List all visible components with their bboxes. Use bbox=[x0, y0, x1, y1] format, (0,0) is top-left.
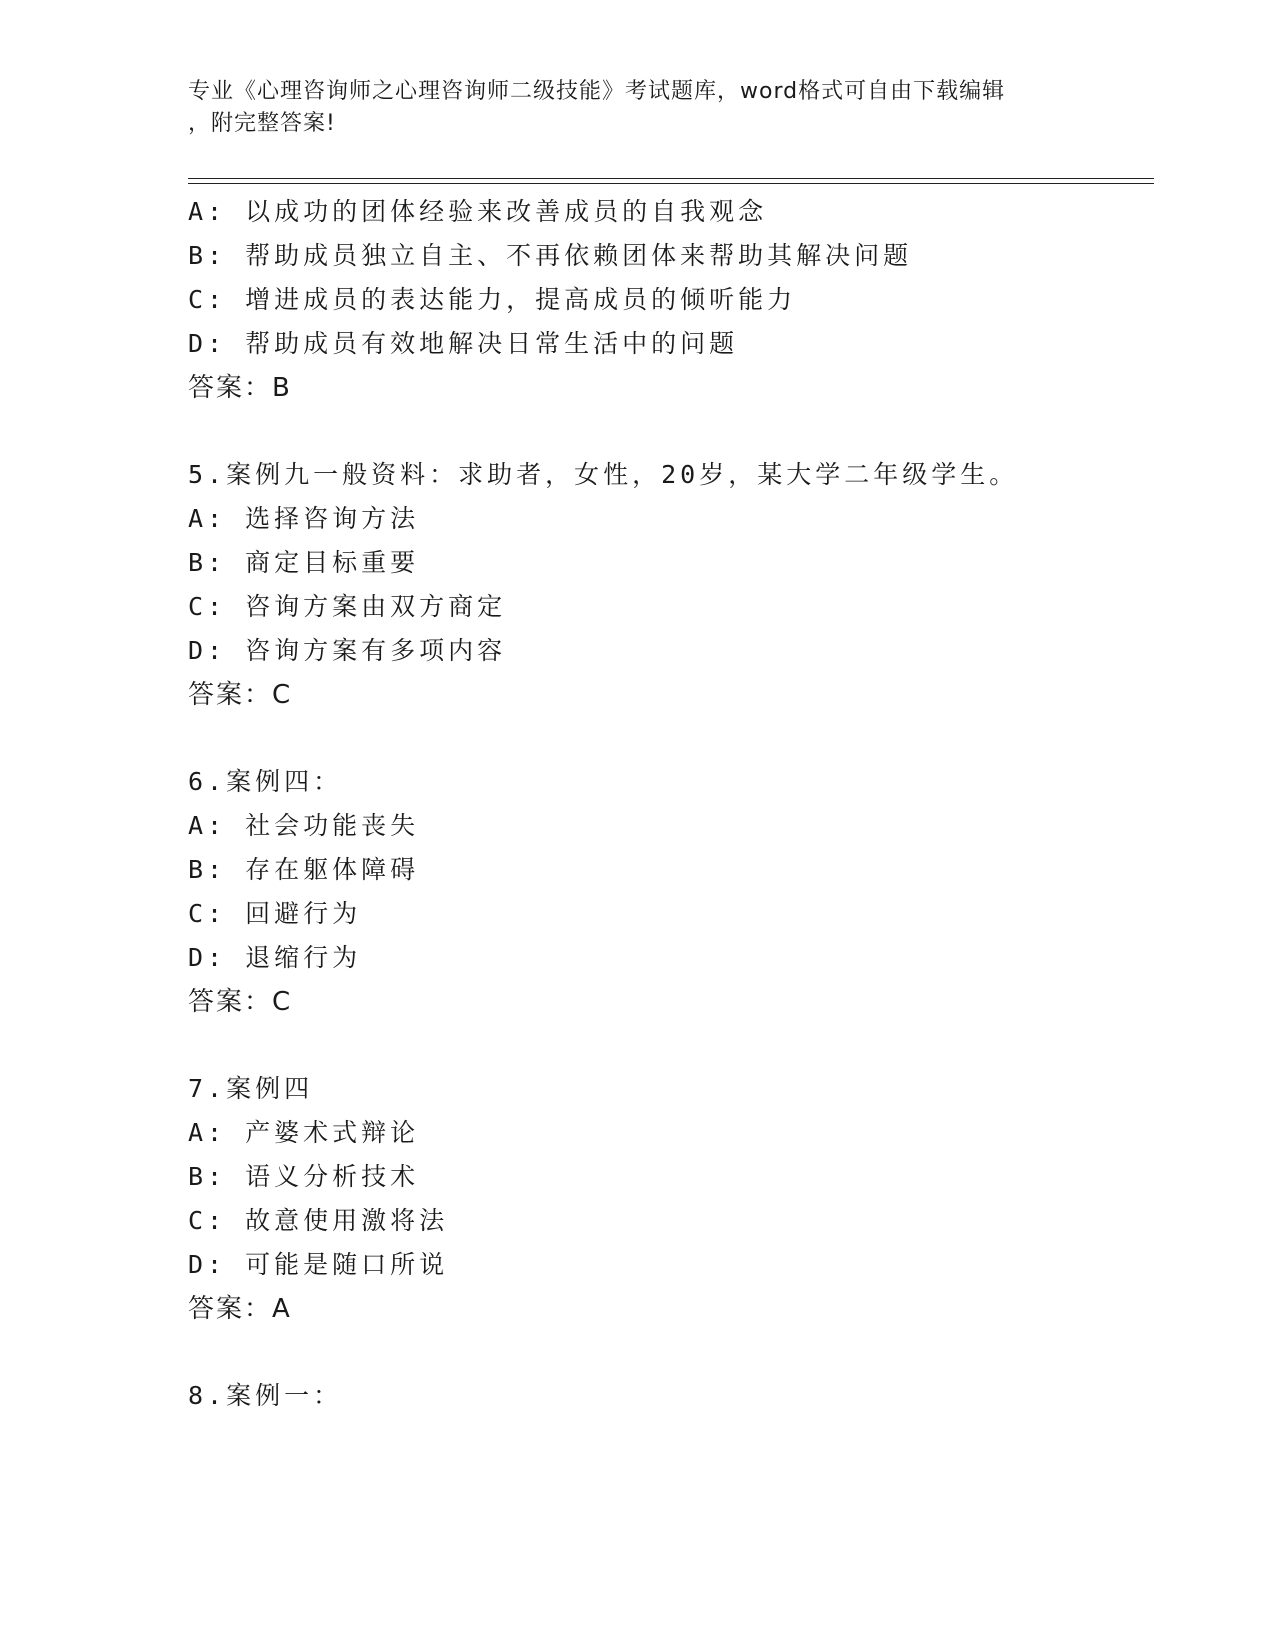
q8-title: 8.案例一： bbox=[188, 1381, 343, 1410]
q6-answer: 答案：C bbox=[188, 987, 293, 1017]
q4-option-a: A: 以成功的团体经验来改善成员的自我观念 bbox=[188, 197, 768, 226]
q6-option-a: A: 社会功能丧失 bbox=[188, 811, 420, 840]
q7-option-a: A: 产婆术式辩论 bbox=[188, 1118, 420, 1147]
header-divider-top bbox=[188, 178, 1154, 179]
q5-option-b: B: 商定目标重要 bbox=[188, 548, 420, 577]
q5-title: 5.案例九一般资料：求助者，女性，20岁，某大学二年级学生。 bbox=[188, 460, 1019, 489]
header-line-2: ，附完整答案! bbox=[188, 111, 336, 136]
q5-option-d: D: 咨询方案有多项内容 bbox=[188, 636, 507, 665]
q4-option-d: D: 帮助成员有效地解决日常生活中的问题 bbox=[188, 329, 739, 358]
q5-option-a: A: 选择咨询方法 bbox=[188, 504, 420, 533]
document-header bbox=[188, 76, 1088, 140]
q7-title: 7.案例四 bbox=[188, 1074, 314, 1103]
q5-option-c: C: 咨询方案由双方商定 bbox=[188, 592, 507, 621]
q6-option-c: C: 回避行为 bbox=[188, 899, 362, 928]
q4-answer: 答案：B bbox=[188, 373, 292, 403]
header-divider-bottom bbox=[188, 183, 1154, 184]
q6-option-d: D: 退缩行为 bbox=[188, 943, 362, 972]
q6-title: 6.案例四： bbox=[188, 767, 343, 796]
q5-answer: 答案：C bbox=[188, 680, 293, 710]
q7-option-d: D: 可能是随口所说 bbox=[188, 1250, 449, 1279]
q6-option-b: B: 存在躯体障碍 bbox=[188, 855, 420, 884]
q4-option-b: B: 帮助成员独立自主、不再依赖团体来帮助其解决问题 bbox=[188, 241, 913, 270]
header-line-1: 专业《心理咨询师之心理咨询师二级技能》考试题库，word格式可自由下载编辑 bbox=[188, 79, 1006, 104]
q7-option-b: B: 语义分析技术 bbox=[188, 1162, 420, 1191]
q7-answer: 答案：A bbox=[188, 1294, 292, 1324]
q4-option-c: C: 增进成员的表达能力，提高成员的倾听能力 bbox=[188, 285, 797, 314]
q7-option-c: C: 故意使用激将法 bbox=[188, 1206, 449, 1235]
